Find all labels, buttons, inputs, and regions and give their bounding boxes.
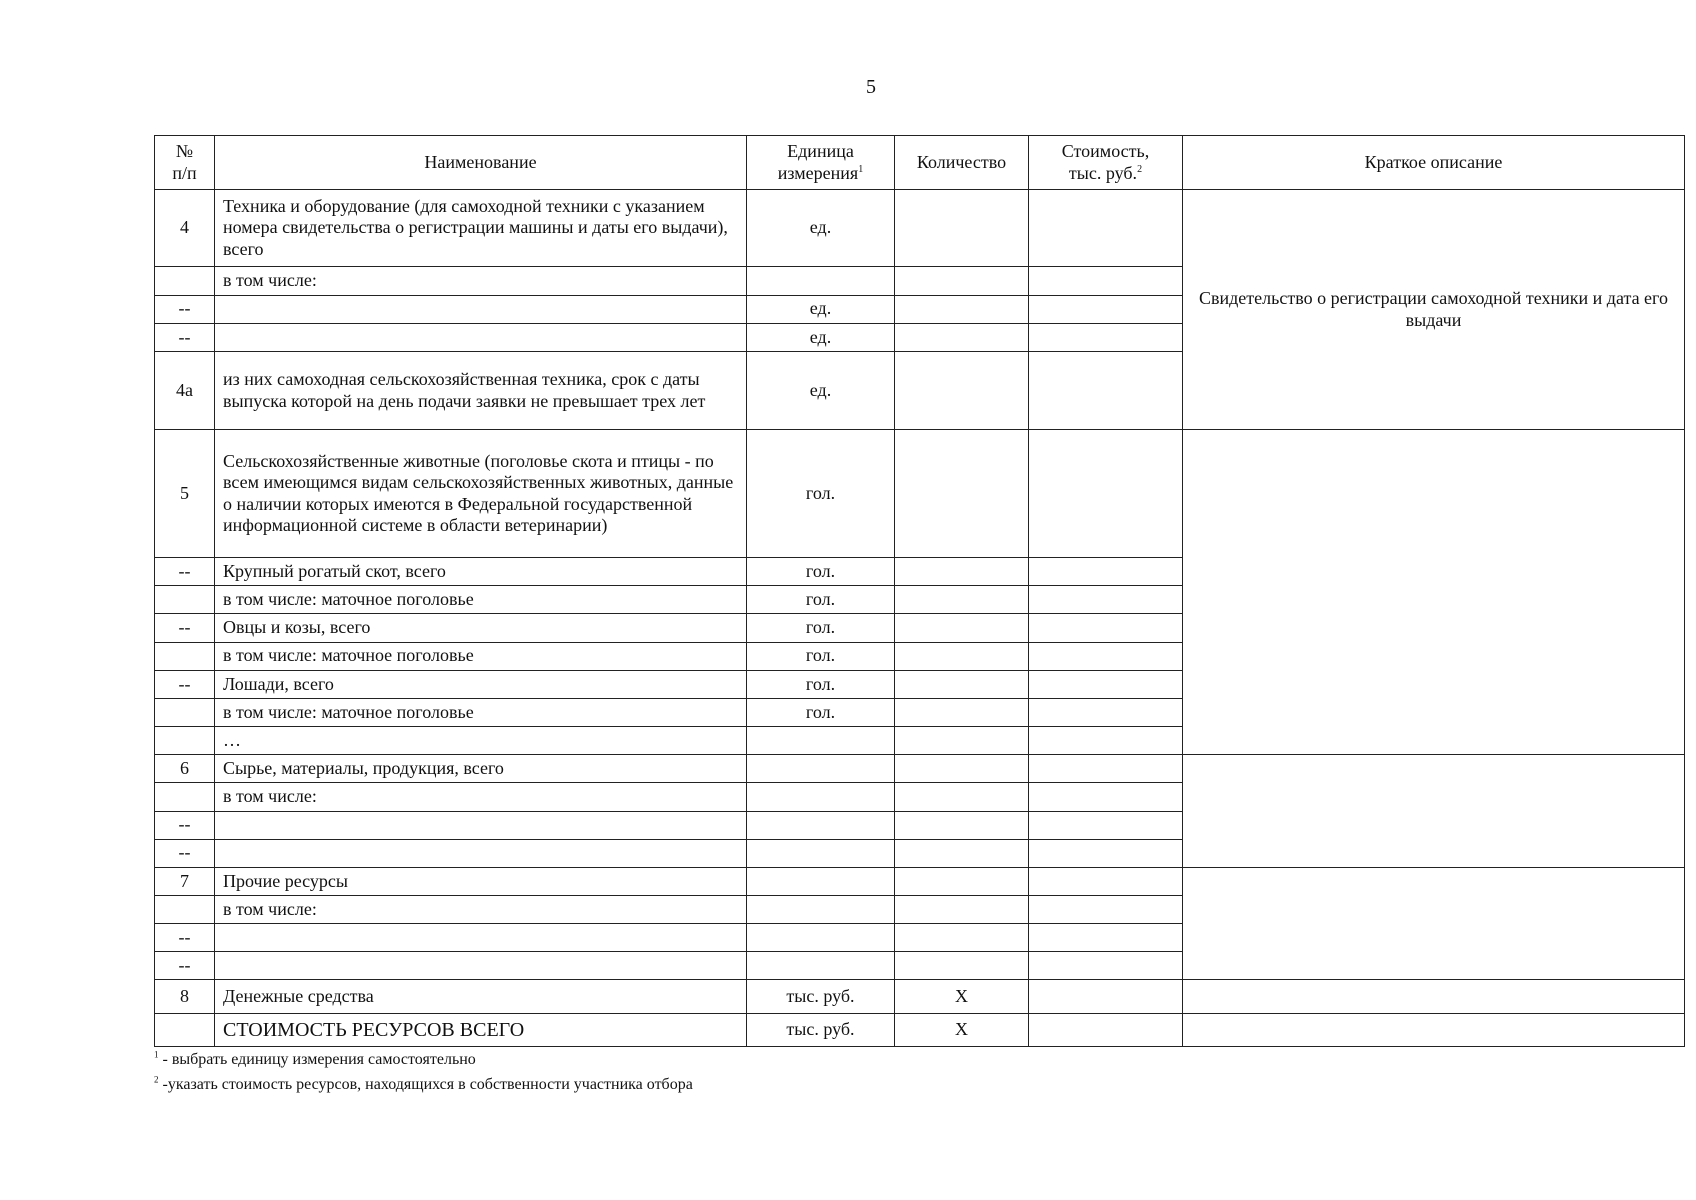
row-unit: ед. xyxy=(747,190,895,267)
row-cost xyxy=(1029,952,1183,980)
row-unit: гол. xyxy=(747,558,895,586)
row-qty xyxy=(895,727,1029,755)
row-num: 4 xyxy=(155,190,215,267)
row-cost xyxy=(1029,783,1183,811)
row-name: Сельскохозяйственные животные (поголовье скота и птицы - по всем имеющимся видам сельскохозяйственных животных, данные о наличии которых имеются в Федеральной государственной информационной системе в области ветеринарии) xyxy=(215,430,747,558)
row-qty xyxy=(895,698,1029,726)
row-unit xyxy=(747,867,895,895)
row-num: -- xyxy=(155,614,215,642)
row-cost xyxy=(1029,727,1183,755)
row-num xyxy=(155,267,215,295)
row-name: СТОИМОСТЬ РЕСУРСОВ ВСЕГО xyxy=(215,1013,747,1046)
row-unit: гол. xyxy=(747,430,895,558)
row-name: Прочие ресурсы xyxy=(215,867,747,895)
row-unit: ед. xyxy=(747,323,895,351)
row-unit xyxy=(747,895,895,923)
header-desc: Краткое описание xyxy=(1183,136,1685,190)
row-qty xyxy=(895,190,1029,267)
row-unit xyxy=(747,755,895,783)
row-qty xyxy=(895,755,1029,783)
row-num: -- xyxy=(155,924,215,952)
table-row xyxy=(155,430,1685,558)
row-qty xyxy=(895,670,1029,698)
table-row xyxy=(155,190,1685,267)
row-num: -- xyxy=(155,558,215,586)
row-desc-total xyxy=(1183,1013,1685,1046)
row-qty xyxy=(895,267,1029,295)
row-name: Лошади, всего xyxy=(215,670,747,698)
row-cost xyxy=(1029,698,1183,726)
row-name: Сырье, материалы, продукция, всего xyxy=(215,755,747,783)
header-unit: Единица измерения$^1$ xyxy=(747,136,895,190)
row-desc-money xyxy=(1183,980,1685,1013)
row-num: 5 xyxy=(155,430,215,558)
row-num: -- xyxy=(155,670,215,698)
row-unit: гол. xyxy=(747,586,895,614)
row-unit: гол. xyxy=(747,614,895,642)
header-num: № п/п xyxy=(155,136,215,190)
row-num: -- xyxy=(155,323,215,351)
row-num xyxy=(155,586,215,614)
row-qty xyxy=(895,614,1029,642)
table-row xyxy=(155,867,1685,895)
table-header-row xyxy=(155,136,1685,190)
row-unit xyxy=(747,952,895,980)
row-qty xyxy=(895,867,1029,895)
footnote-2: $^2$ -указать стоимость ресурсов, находящихся в собственности участника отбора xyxy=(154,1074,693,1093)
row-num: -- xyxy=(155,952,215,980)
row-cost xyxy=(1029,295,1183,323)
row-desc-other xyxy=(1183,867,1685,980)
row-unit xyxy=(747,727,895,755)
row-desc-materials xyxy=(1183,755,1685,868)
row-cost xyxy=(1029,614,1183,642)
row-unit xyxy=(747,811,895,839)
row-name: Крупный рогатый скот, всего xyxy=(215,558,747,586)
row-name xyxy=(215,811,747,839)
row-qty xyxy=(895,323,1029,351)
row-num: -- xyxy=(155,295,215,323)
row-name xyxy=(215,323,747,351)
row-name xyxy=(215,839,747,867)
row-cost xyxy=(1029,839,1183,867)
row-qty xyxy=(895,430,1029,558)
row-num: -- xyxy=(155,811,215,839)
row-qty xyxy=(895,351,1029,429)
row-cost xyxy=(1029,351,1183,429)
row-unit: тыс. руб. xyxy=(747,980,895,1013)
row-qty xyxy=(895,295,1029,323)
row-desc-tech: Свидетельство о регистрации самоходной техники и дата его выдачи xyxy=(1183,190,1685,430)
row-cost xyxy=(1029,430,1183,558)
row-name: в том числе: xyxy=(215,267,747,295)
row-num: 6 xyxy=(155,755,215,783)
table-row xyxy=(155,755,1685,783)
row-qty: Х xyxy=(895,1013,1029,1046)
row-unit: ед. xyxy=(747,295,895,323)
footnote-1: $^1$ - выбрать единицу измерения самостоятельно xyxy=(154,1049,476,1068)
header-cost: Стоимость, тыс. руб.$^2$ xyxy=(1029,136,1183,190)
row-cost xyxy=(1029,867,1183,895)
row-unit: ед. xyxy=(747,351,895,429)
row-cost xyxy=(1029,558,1183,586)
row-unit: тыс. руб. xyxy=(747,1013,895,1046)
row-qty: Х xyxy=(895,980,1029,1013)
row-cost xyxy=(1029,267,1183,295)
row-qty xyxy=(895,783,1029,811)
page-number: 5 xyxy=(866,76,876,98)
row-num xyxy=(155,727,215,755)
row-name: в том числе: маточное поголовье xyxy=(215,642,747,670)
row-num xyxy=(155,642,215,670)
row-num: 7 xyxy=(155,867,215,895)
header-qty: Количество xyxy=(895,136,1029,190)
row-name: Техника и оборудование (для самоходной техники с указанием номера свидетельства о регистрации машины и даты его выдачи), всего xyxy=(215,190,747,267)
row-num: 8 xyxy=(155,980,215,1013)
row-unit: гол. xyxy=(747,670,895,698)
row-unit xyxy=(747,839,895,867)
row-cost xyxy=(1029,190,1183,267)
row-name xyxy=(215,924,747,952)
row-name: в том числе: маточное поголовье xyxy=(215,698,747,726)
row-unit xyxy=(747,267,895,295)
footnotes xyxy=(154,1048,693,1098)
row-cost xyxy=(1029,755,1183,783)
row-unit: гол. xyxy=(747,642,895,670)
row-num: 4а xyxy=(155,351,215,429)
row-cost xyxy=(1029,924,1183,952)
row-num xyxy=(155,698,215,726)
row-qty xyxy=(895,811,1029,839)
row-unit xyxy=(747,924,895,952)
row-qty xyxy=(895,586,1029,614)
row-cost xyxy=(1029,1013,1183,1046)
row-qty xyxy=(895,839,1029,867)
row-name xyxy=(215,295,747,323)
row-qty xyxy=(895,952,1029,980)
row-cost xyxy=(1029,586,1183,614)
row-unit xyxy=(747,783,895,811)
row-num xyxy=(155,1013,215,1046)
header-name: Наименование xyxy=(215,136,747,190)
resources-table xyxy=(154,135,1685,1047)
row-num xyxy=(155,783,215,811)
row-cost xyxy=(1029,895,1183,923)
row-name: из них самоходная сельскохозяйственная техника, срок с даты выпуска которой на день подачи заявки не превышает трех лет xyxy=(215,351,747,429)
row-name: в том числе: xyxy=(215,895,747,923)
row-unit: гол. xyxy=(747,698,895,726)
row-cost xyxy=(1029,980,1183,1013)
table-row-total xyxy=(155,1013,1685,1046)
row-cost xyxy=(1029,670,1183,698)
row-qty xyxy=(895,642,1029,670)
row-qty xyxy=(895,924,1029,952)
row-num xyxy=(155,895,215,923)
row-cost xyxy=(1029,811,1183,839)
row-name: Денежные средства xyxy=(215,980,747,1013)
table-row xyxy=(155,980,1685,1013)
row-qty xyxy=(895,895,1029,923)
row-desc-animals xyxy=(1183,430,1685,755)
row-name: Овцы и козы, всего xyxy=(215,614,747,642)
row-num: -- xyxy=(155,839,215,867)
row-name: в том числе: маточное поголовье xyxy=(215,586,747,614)
row-name xyxy=(215,952,747,980)
row-cost xyxy=(1029,323,1183,351)
row-name: в том числе: xyxy=(215,783,747,811)
row-name: … xyxy=(215,727,747,755)
row-cost xyxy=(1029,642,1183,670)
row-qty xyxy=(895,558,1029,586)
